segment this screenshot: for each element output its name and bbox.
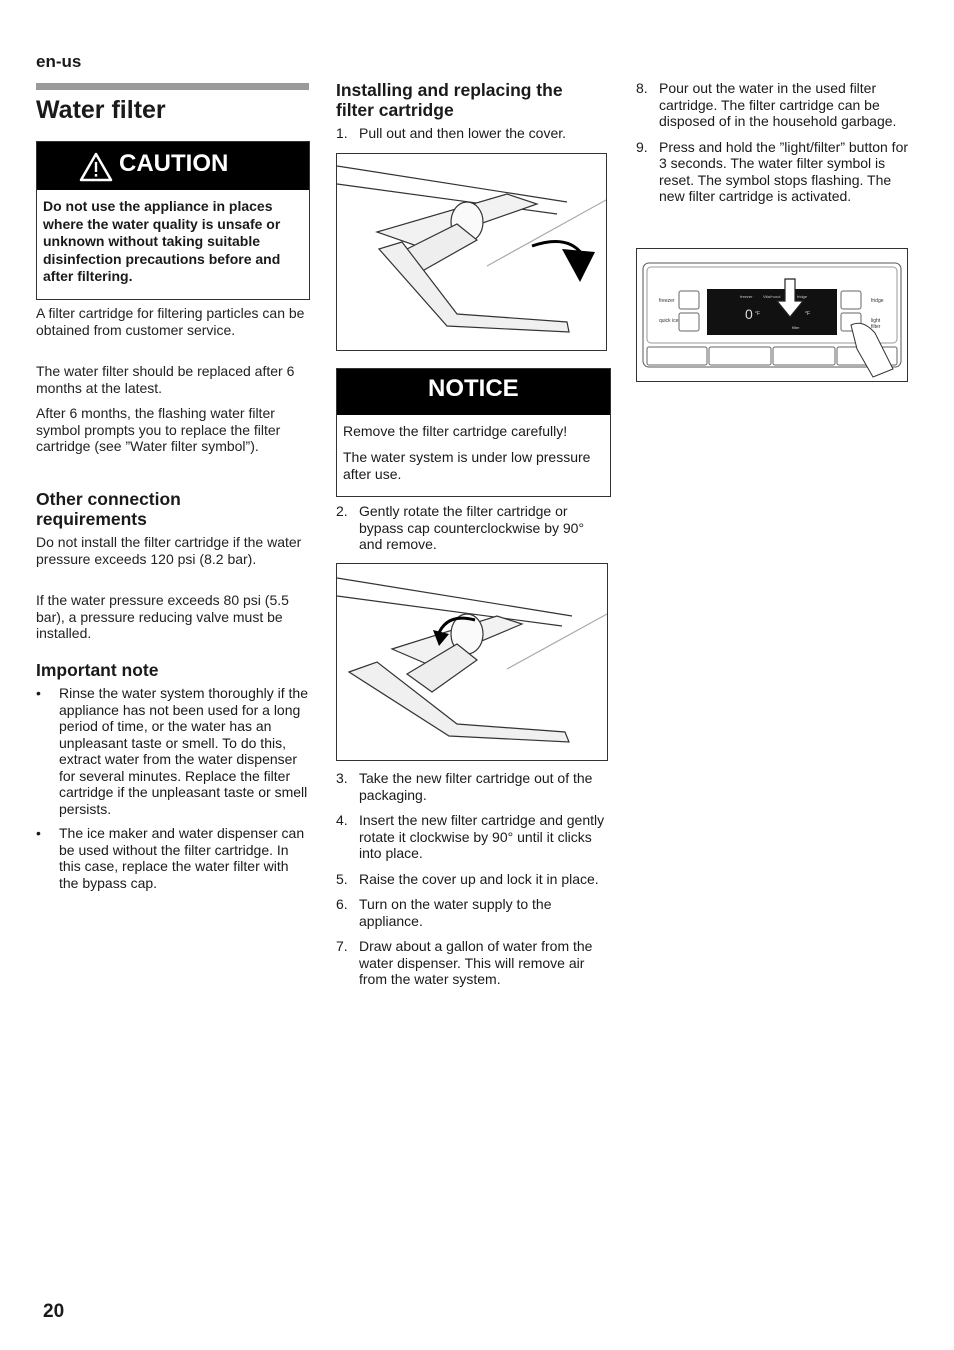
steps-list-b: [336, 503, 608, 553]
display-filter-label: filter: [792, 325, 800, 330]
step-1: 1. Pull out and then lower the cover.: [336, 125, 567, 141]
step-7: 7. Draw about a gallon of water from the water dispenser. This will remove air from the water system.: [336, 938, 593, 987]
display-unit-left: °F: [755, 311, 761, 317]
rotate-illustration: [337, 564, 607, 760]
notice-body: [337, 415, 610, 498]
caution-header: [37, 142, 309, 190]
steps-list-d: [636, 80, 910, 205]
control-panel-illustration: [637, 249, 907, 381]
installing-heading: Installing and replacing the filter cartridge: [336, 80, 563, 120]
display-unit-right: °F: [805, 311, 811, 317]
step-9: 9. Press and hold the ”light/filter” button for 3 seconds. The water filter symbol is reset. The symbol stops flashing. The new filter cartridge is activated.: [636, 138, 909, 204]
step-3: 3. Take the new filter cartridge out of the packaging.: [336, 770, 593, 803]
other-para-2: If the water pressure exceeds 80 psi (5.5 bar), a pressure reducing valve must be installed.: [36, 592, 289, 641]
panel-quick-ice-label: quick ice: [659, 318, 679, 324]
notice-para-2: The water system is under low pressure after use.: [343, 448, 591, 482]
arrow-down-icon: [562, 249, 595, 282]
list-item: • The ice maker and water dispenser can be used without the filter cartridge. In this case, replace the water filter with the bypass cap.: [36, 825, 305, 891]
step-4: 4. Insert the new filter cartridge and gently rotate it clockwise by 90° until it clicks into place.: [336, 812, 605, 861]
other-requirements-heading: Other connection requirements: [36, 489, 181, 529]
caution-box: [36, 141, 310, 300]
ice-cubes-button[interactable]: [709, 347, 771, 365]
other-para-1: Do not install the filter cartridge if the water pressure exceeds 120 psi (8.2 bar).: [36, 534, 302, 567]
list-item: • Rinse the water system thoroughly if the appliance has not been used for a long period of time, or the water has an unpleasant taste or smell. To do this, extract water from the water dispenser for several minutes. Replace the filter cartridge if the unpleasant taste or smell persists.: [36, 685, 309, 817]
panel-freezer-label: freezer: [659, 298, 675, 304]
notice-box: [336, 368, 611, 497]
crushed-ice-button[interactable]: [773, 347, 835, 365]
fridge-button[interactable]: [841, 291, 861, 309]
steps-list-a: [336, 125, 608, 142]
caution-heading: CAUTION: [119, 150, 229, 177]
figure-rotate-cartridge: [336, 563, 608, 761]
figure-control-panel: [636, 248, 908, 382]
display-vital-label: Vital+cool: [763, 294, 781, 299]
page-title: Water filter: [36, 96, 166, 124]
panel-light-label: light: [871, 318, 881, 324]
display-freezer-label: freezer: [740, 294, 753, 299]
panel-fridge-label: fridge: [871, 298, 884, 304]
water-button[interactable]: [647, 347, 707, 365]
notice-heading: NOTICE: [428, 375, 519, 402]
warning-triangle-icon: [79, 152, 113, 182]
display-fridge-label: fridge: [797, 294, 808, 299]
step-8: 8. Pour out the water in the used filter cartridge. The filter cartridge can be disposed of in the household garbage.: [636, 80, 897, 129]
notice-para-1: Remove the filter cartridge carefully!: [343, 423, 568, 439]
language-tag: en-us: [36, 52, 82, 71]
intro-para-3: After 6 months, the flashing water filter symbol prompts you to replace the filter cartridge (see ”Water filter symbol”).: [36, 405, 281, 454]
important-note-list: [36, 685, 308, 891]
step-6: 6. Turn on the water supply to the appliance.: [336, 896, 552, 929]
panel-filter-label: filter: [871, 324, 881, 330]
page-number: 20: [43, 1301, 65, 1322]
intro-para-2: The water filter should be replaced after 6 months at the latest.: [36, 363, 295, 396]
notice-header: [337, 369, 610, 415]
important-note-heading: Important note: [36, 660, 159, 680]
intro-para-1: A filter cartridge for filtering particles can be obtained from customer service.: [36, 305, 305, 338]
figure-lower-cover: [336, 153, 607, 351]
step-2: 2. Gently rotate the filter cartridge or bypass cap counterclockwise by 90° and remove.: [336, 503, 585, 552]
quick-ice-button[interactable]: [679, 313, 699, 331]
section-rule: [36, 83, 309, 90]
freezer-button[interactable]: [679, 291, 699, 309]
display-temperature: 0: [745, 306, 753, 322]
cover-illustration: [337, 154, 606, 350]
step-5: 5. Raise the cover up and lock it in place.: [336, 870, 599, 887]
steps-list-c: [336, 770, 608, 988]
caution-text: Do not use the appliance in places where the water quality is unsafe or unknown without taking suitable disinfection precautions before and after filtering.: [43, 198, 281, 284]
